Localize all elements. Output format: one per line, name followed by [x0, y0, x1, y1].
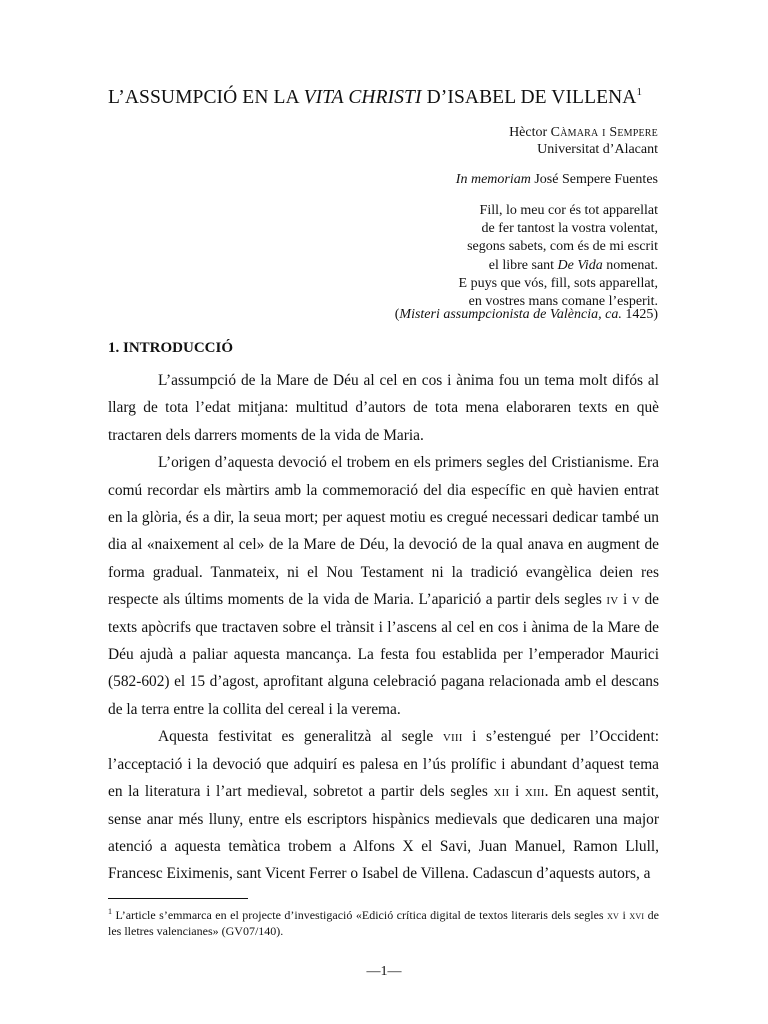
author-surname: Càmara i Sempere [550, 125, 658, 140]
paragraph-text: de texts apòcrifs que tractaven sobre el trànsit i l’ascens al cel en cos i ànima de la Mare de Déu ajudà a paliar aquesta mancança. La festa fou establida per l’emperador Maurici (582-602) el 15 d’agost, aprofitant alguna celebració pagana relacionada amb el descans de la terra entre la collita del cereal i la verema. [108, 591, 659, 718]
epigraph-verse [459, 202, 658, 311]
verse-line-text-end: nomenat. [602, 257, 658, 273]
title-italic-text: VITA CHRISTI [303, 87, 422, 108]
author-block [509, 124, 658, 158]
verse-line: Fill, lo meu cor és tot apparellat [479, 203, 658, 218]
paragraph-text: Aquesta festivitat es generalitzà al segle [158, 728, 443, 746]
paragraph-text: i s’estengué per l’Occident: l’acceptació i la devoció que adquirí es palesa en l’ús prolífic i abundant d’aquest tema en la literatura i l’art medieval, sobretot a partir dels segles [108, 728, 659, 801]
paragraph-text: L’origen d’aquesta devoció el trobem en els primers segles del Cristianisme. Era comú recordar els màrtirs amb la commemoració del dia específic en què havien entrat en la glòria, és a dir, la seua mort; per aquest motiu es cregué necessari dedicar també un dia al «naixement al cel» de la Mare de Déu, la devoció de la qual anava en augment de forma gradual. Tanmateix, ni el Nou Testament ni la tradició evangèlica deien res respecte als últims moments de la vida de Maria. L’aparició a partir dels segles [108, 454, 659, 609]
century-numeral: xvi [629, 908, 645, 922]
footnote-text-end: de les lletres valencianes» (GV07/140). [108, 908, 660, 938]
verse-line: de fer tantost la vostra volentat, [481, 221, 658, 237]
source-date: 1425) [621, 307, 658, 322]
footnote-mark: 1 [108, 907, 112, 916]
paragraph-conjunction: i [509, 783, 525, 801]
century-numeral: iv [606, 591, 619, 609]
article-title [108, 86, 668, 109]
source-title: Misteri assumpcionista de València, ca. [399, 307, 622, 322]
footnote-conjunction: i [619, 908, 630, 922]
century-numeral: xii [493, 783, 510, 801]
paragraph-conjunction: i [618, 591, 632, 609]
paragraph [108, 723, 659, 887]
section-heading: 1. INTRODUCCIÓ [108, 340, 234, 356]
verse-line: en vostres mans comane l’esperit. [468, 294, 658, 310]
author-affiliation: Universitat d’Alacant [537, 142, 658, 157]
paragraph [108, 449, 659, 723]
verse-line: segons sabets, com és de mi escrit [467, 239, 658, 255]
title-footnote-mark[interactable]: 1 [636, 86, 643, 98]
epigraph-source [395, 307, 658, 323]
century-numeral: viii [442, 728, 463, 746]
dedication-italic: In memoriam [455, 172, 531, 187]
footnote-text: L’article s’emmarca en el projecte d’investigació «Edició crítica digital de textos literaris dels segles [112, 908, 608, 922]
source-paren: ( [394, 307, 400, 322]
author-name [509, 124, 658, 141]
body-text [108, 367, 659, 888]
paragraph: L’assumpció de la Mare de Déu al cel en cos i ànima fou un tema molt difós al llarg de tota l’edat mitjana: multitud d’autors de tota mena elaboraren texts en què tractaren dels darrers moments de la vida de Maria. [108, 372, 659, 444]
title-text: L’ASSUMPCIÓ EN LA [108, 87, 304, 108]
verse-line [459, 257, 658, 275]
paragraph-text: . En aquest sentit, sense anar més lluny, entre els escriptors hispànics medievals que dedicaren una major atenció a aquesta temàtica trobem a Alfons X el Savi, Juan Manuel, Ramon Llull, Francesc Eiximenis, sant Vicent Ferrer o Isabel de Villena. Cadascun d’aquests autors, a [108, 783, 659, 883]
author-given-name: Hèctor [509, 125, 551, 140]
verse-line: E puys que vós, fill, sots apparellat, [458, 275, 658, 291]
title-text-end: D’ISABEL DE VILLENA [421, 87, 637, 108]
footnote-divider [108, 898, 248, 899]
page-number: —1— [366, 964, 402, 979]
century-numeral: xiii [524, 783, 545, 801]
verse-line-text: el libre sant [488, 257, 558, 273]
verse-line-italic: De Vida [557, 257, 603, 273]
footnote [108, 904, 659, 939]
century-numeral: xv [607, 908, 620, 922]
century-numeral: v [631, 591, 640, 609]
dedication-name: José Sempere Fuentes [530, 172, 658, 187]
dedication [456, 172, 658, 188]
